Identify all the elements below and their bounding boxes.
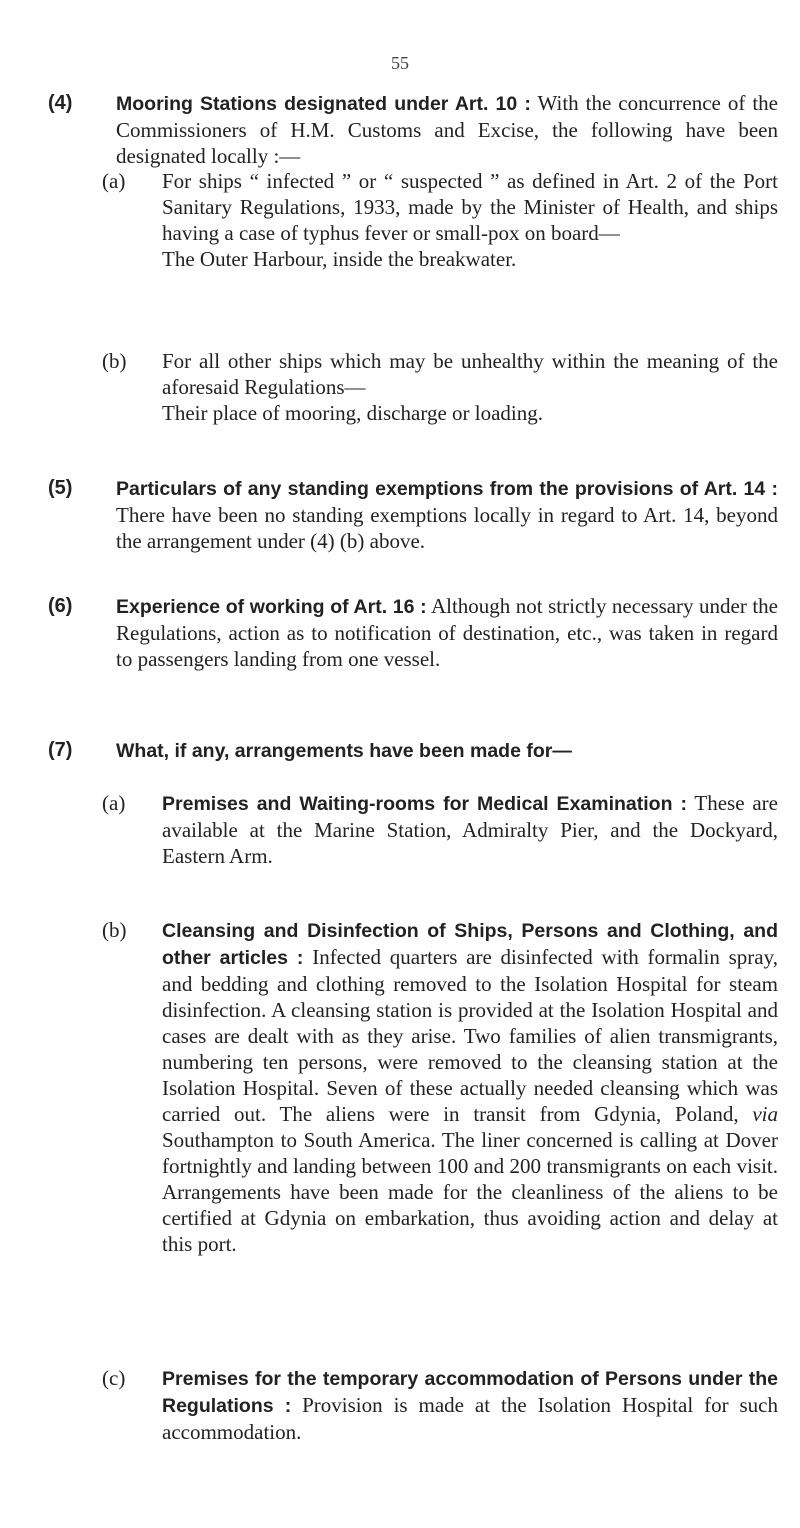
section-text: With the concurrence of the Commissioners of H.M. Customs and Excise, the following have been designated locally :—	[116, 91, 778, 168]
item-heading: Cleansing and Disinfection of Ships, Persons and Clothing, and other articles :	[162, 920, 778, 969]
section-number: (5)	[48, 477, 73, 499]
item-text: Provision is made at the Isolation Hospital for such accommodation.	[162, 1393, 778, 1444]
section-number: (4)	[48, 92, 73, 114]
item-text: For ships “ infected ” or “ suspected ” as defined in Art. 2 of the Port Sanitary Regulations, 1933, made by the Minister of Health, and ships having a case of typhus fever or small-pox on board—	[162, 169, 778, 245]
item-text-via: via	[752, 1102, 778, 1126]
item-text-2: Southampton to South America. The liner concerned is calling at Dover fortnightly and landing between 100 and 200 transmigrants on each visit. Arrangements have been made for the cleanliness of the aliens to be certified at Gdynia on embarkation, thus avoiding action and delay at this port.	[162, 1128, 778, 1256]
section-heading: Experience of working of Art. 16 :	[116, 596, 427, 618]
item-heading: Premises and Waiting-rooms for Medical Examination :	[162, 793, 687, 815]
section-heading: What, if any, arrangements have been made for—	[116, 740, 572, 762]
section-4	[48, 90, 778, 169]
section-heading: Particulars of any standing exemptions from the provisions of Art. 14 :	[116, 478, 778, 500]
item-label: (c)	[102, 1366, 126, 1390]
section-text: There have been no standing exemptions locally in regard to Art. 14, beyond the arrangement under (4) (b) above.	[116, 503, 778, 553]
section-7	[48, 737, 778, 764]
item-text-1: Infected quarters are disinfected with formalin spray, and bedding and clothing removed to the Isolation Hospital for steam disinfection. A cleansing station is provided at the Isolation Hospital and cases are dealt with as they arise. Two families of alien transmigrants, numbering ten persons, were removed to the cleansing station at the Isolation Hospital. Seven of these actually needed cleansing which was carried out. The aliens were in transit from Gdynia, Poland,	[162, 945, 779, 1126]
section-number: (7)	[48, 739, 73, 761]
page-number: 55	[391, 53, 409, 73]
section-number: (6)	[48, 595, 73, 617]
item-destination: Their place of mooring, discharge or loading.	[162, 401, 543, 425]
section-text: Although not strictly necessary under the Regulations, action as to notification of destination, etc., was taken in regard to passengers landing from one vessel.	[116, 594, 779, 671]
item-text: For all other ships which may be unhealthy within the meaning of the aforesaid Regulations—	[162, 349, 778, 399]
item-label: (a)	[102, 791, 126, 815]
item-label: (b)	[102, 349, 127, 373]
section-5	[48, 475, 778, 554]
section-heading: Mooring Stations designated under Art. 10 :	[116, 93, 531, 115]
item-heading: Premises for the temporary accommodation of Persons under the Regulations :	[162, 1368, 778, 1417]
item-label: (b)	[102, 918, 127, 942]
item-text: These are available at the Marine Station, Admiralty Pier, and the Dockyard, Eastern Arm.	[162, 791, 778, 868]
item-label: (a)	[102, 169, 126, 193]
item-destination: The Outer Harbour, inside the breakwater.	[162, 247, 517, 271]
section-6	[48, 593, 778, 672]
